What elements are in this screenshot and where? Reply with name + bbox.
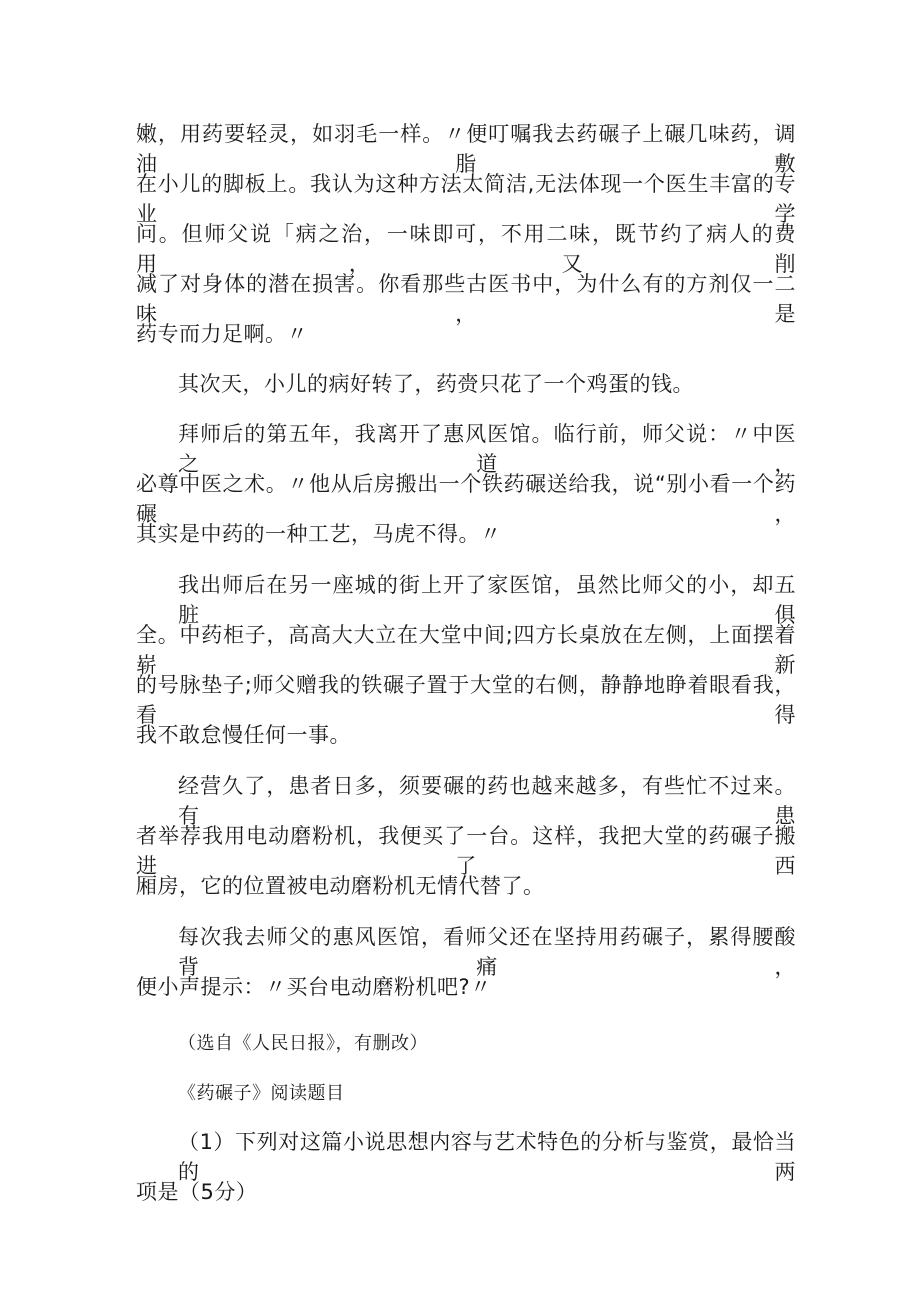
question-1-line-1: （1）下列对这篇小说思想内容与艺术特色的分析与鉴赏，最恰当的两 — [178, 1130, 796, 1184]
paragraph-5-line-1: 经营久了，患者日多，须要碾的药也越来越多，有些忙不过来。有患 — [178, 774, 796, 828]
paragraph-3-line-3: 其实是中药的一种工艺，马虎不得。〃 — [136, 522, 502, 546]
paragraph-5-line-3: 厢房，它的位置被电动磨粉机无情代替了。 — [136, 874, 545, 898]
paragraph-1-line-2: 在小儿的脚板上。我认为这种方法太简洁,无法体现一个医生丰富的专业学 — [136, 172, 796, 226]
paragraph-3-line-1: 拜师后的第五年，我离开了惠风医馆。临行前，师父说：〃中医之道， — [178, 422, 796, 476]
paragraph-4-line-3: 的号脉垫子;师父赠我的铁碾子置于大堂的右侧，静静地睁着眼看我，看得 — [136, 673, 796, 727]
paragraph-4-line-1: 我出师后在另一座城的街上开了家医馆，虽然比师父的小，却五脏俱 — [178, 573, 796, 627]
questions-title: 《药碾子》阅读题目 — [178, 1083, 345, 1104]
paragraph-4-line-2: 全。中药柜子，高高大大立在大堂中间;四方长桌放在左侧，上面摆着崭新 — [136, 623, 796, 677]
paragraph-6-line-1: 每次我去师父的惠风医馆，看师父还在坚持用药碾子，累得腰酸背痛， — [178, 925, 796, 979]
paragraph-3-line-2: 必尊中医之术。〃他从后房搬出一个铁药碾送给我，说“别小看一个药碾， — [136, 472, 796, 526]
paragraph-5-line-2: 者举荐我用电动磨粉机，我便买了一台。这样，我把大堂的药碾子搬进了西 — [136, 824, 796, 878]
paragraph-1-line-3: 问。但师父说「病之治，一味即可，不用二味，既节约了病人的费用，又削 — [136, 222, 796, 276]
paragraph-4-line-4: 我不敢怠慢任何一事。 — [136, 723, 351, 747]
paragraph-2-line-1: 其次天，小儿的病好转了，药赍只花了一个鸡蛋的钱。 — [178, 372, 694, 396]
source-note: （选自《人民日报》，有删改） — [178, 1033, 428, 1054]
paragraph-1-line-5: 药专而力足啊。〃 — [136, 322, 308, 346]
paragraph-1-line-4: 减了对身体的潜在损害。你看那些古医书中，为什么有的方剂仅一二味，是 — [136, 272, 796, 326]
paragraph-1-line-1: 嫩，用药要轻灵，如羽毛一样。〃便叮嘱我去药碾子上碾几味药，调油脂敷 — [136, 122, 796, 176]
paragraph-6-line-2: 便小声提示：〃买台电动磨粉机吧?〃 — [136, 975, 492, 999]
question-1-line-2: 项是（5分） — [136, 1180, 258, 1204]
